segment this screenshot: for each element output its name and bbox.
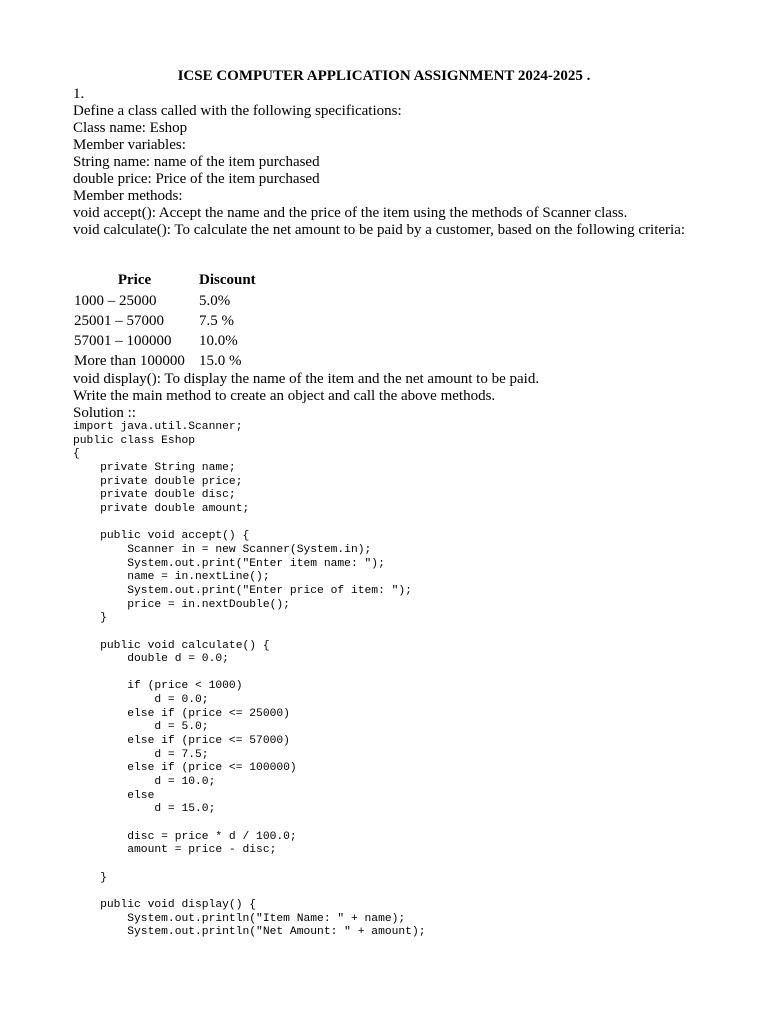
table-cell-price: 57001 – 100000 xyxy=(74,333,172,349)
document-title: ICSE COMPUTER APPLICATION ASSIGNMENT 2024-2025 . xyxy=(177,68,591,84)
table-cell-price: 25001 – 57000 xyxy=(74,313,164,329)
solution-code: import java.util.Scanner; public class Eshop { private String name; private double price; private double disc; private double amount; public void accept() { Scanner in = new Scanner(System.in); System.out.print("Enter item name: "); name = in.nextLine(); System.out.print("Enter price of item: "); price = in.nextDouble(); } public void calculate() { double d = 0.0; if (price < 1000) d = 0.0; else if (price <= 25000) d = 5.0; else if (price <= 57000) d = 7.5; else if (price <= 100000) d = 10.0; else d = 15.0; disc = price * d / 100.0; amount = price - disc; } public void display() { System.out.println("Item Name: " + name); System.out.println("Net Amount: " + amount); xyxy=(73,421,426,939)
question-number: 1. xyxy=(73,86,85,102)
question-line: double price: Price of the item purchased xyxy=(73,171,320,187)
question-line: Member methods: xyxy=(73,188,183,204)
discount-table xyxy=(74,270,256,371)
table-row xyxy=(74,351,256,371)
table-cell-discount: 15.0 % xyxy=(199,353,242,369)
table-row xyxy=(74,291,256,311)
table-header-row xyxy=(74,270,256,291)
table-row xyxy=(74,311,256,331)
table-header-price: Price xyxy=(117,272,152,288)
question-line: Class name: Eshop xyxy=(73,120,188,136)
table-cell-price: More than 100000 xyxy=(74,353,185,369)
question-line: String name: name of the item purchased xyxy=(73,154,320,170)
question-line: Write the main method to create an object and call the above methods. xyxy=(73,388,496,404)
table-header-discount: Discount xyxy=(199,272,256,288)
table-cell-price: 1000 – 25000 xyxy=(74,293,157,309)
question-text xyxy=(73,86,713,239)
solution-label: Solution :: xyxy=(73,405,136,421)
table-cell-discount: 7.5 % xyxy=(199,313,234,329)
question-line: void display(): To display the name of the item and the net amount to be paid. xyxy=(73,371,540,387)
question-text-continued xyxy=(73,371,713,422)
question-line: void calculate(): To calculate the net amount to be paid by a customer, based on the following criteria: xyxy=(73,222,686,238)
table-row xyxy=(74,331,256,351)
question-line: Member variables: xyxy=(73,137,186,153)
question-line: Define a class called with the following specifications: xyxy=(73,103,402,119)
table-cell-discount: 5.0% xyxy=(199,293,231,309)
question-line: void accept(): Accept the name and the price of the item using the methods of Scanner class. xyxy=(73,205,628,221)
table-cell-discount: 10.0% xyxy=(199,333,238,349)
